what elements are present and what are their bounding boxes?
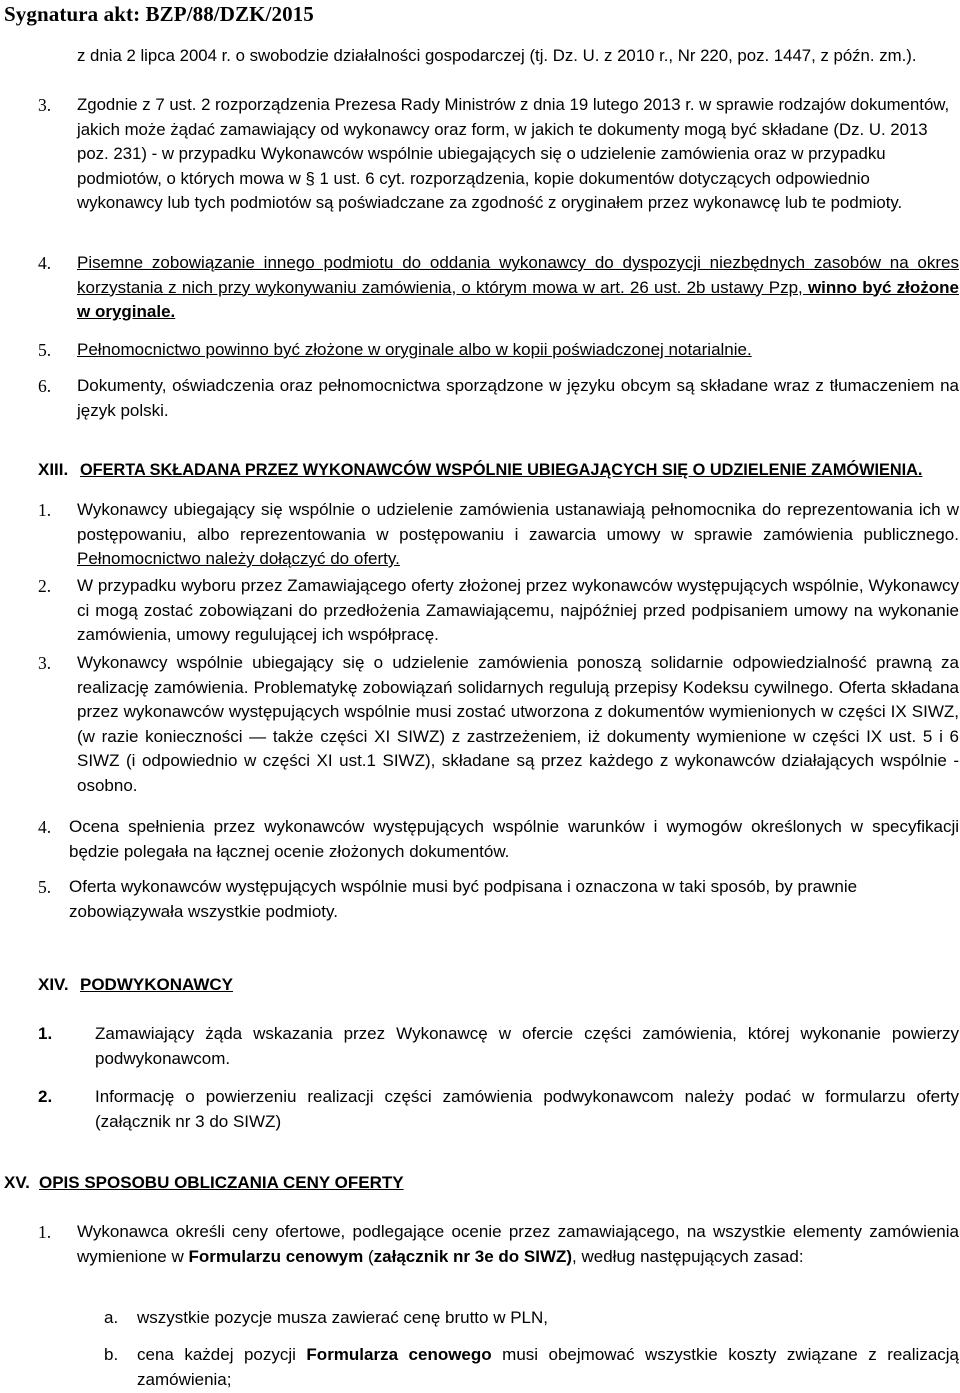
s15-item-1-text-a: Wykonawca określi ceny ofertowe, podlegające ocenie przez zamawiającego, na wszystkie elementy zamówienia wymienione w [77, 1222, 959, 1266]
s15-sub-b-text [137, 1343, 959, 1392]
item-5-text: Pełnomocnictwo powinno być złożone w oryginale albo w kopii poświadczonej notarialnie. [77, 340, 752, 359]
item-4-text [77, 251, 959, 325]
item-4-bold: winno być złożone w oryginale. [77, 277, 960, 321]
s15-sub-b-text-b: musi obejmować wszystkie koszty związane z realizacją zamówienia; [137, 1345, 960, 1389]
section-14-title: PODWYKONAWCY [80, 975, 233, 994]
item-3-text: Zgodnie z 7 ust. 2 rozporządzenia Prezesa Rady Ministrów z dnia 19 lutego 2013 r. w sprawie rodzajów dokumentów, jakich może żądać zamawiający od wykonawcy oraz form, w jakich te dokumenty mogą być składane (Dz. U. 2013 poz. 231) - w przypadku Wykonawców wspólnie ubiegających się o udzielenie zamówienia oraz w przypadku podmiotów, o których mowa w § 1 ust. 6 cyt. rozporządzenia, kopie dokumentów dotyczących odpowiednio wykonawcy lub tych podmiotów są poświadczane za zgodność z oryginałem przez wykonawcę lub te podmioty. [77, 95, 950, 212]
section-14-number: XIV. [38, 975, 69, 994]
s13-item-1-underlined: Pełnomocnictwo należy dołączyć do oferty. [77, 549, 400, 568]
s13-item-5-number: 5. [38, 877, 52, 897]
section-15-number: XV. [4, 1173, 30, 1192]
section-15-title: OPIS SPOSOBU OBLICZANIA CENY OFERTY [39, 1173, 404, 1192]
item-6-number: 6. [38, 376, 52, 396]
s13-item-1-body: Wykonawcy ubiegający się wspólnie o udzielenie zamówienia ustanawiają pełnomocnika do reprezentowania ich w postępowaniu, albo reprezentowania w postępowaniu i zawarcia umowy w sprawie zamówienia publicznego. [77, 500, 959, 544]
s15-item-1-text-b: ( [363, 1246, 374, 1266]
s15-item-1-number: 1. [38, 1222, 52, 1242]
s14-item-1-number: 1. [38, 1024, 53, 1043]
s15-item-1-text-c: , według następujących zasad: [572, 1246, 804, 1266]
s15-sub-b-letter: b. [104, 1345, 119, 1364]
s13-item-4-text: Ocena spełnienia przez wykonawców występujących wspólnie warunków i wymogów określonych w specyfikacji będzie polegała na łącznej ocenie złożonych dokumentów. [69, 817, 959, 861]
item-5-number: 5. [38, 340, 52, 360]
s13-item-1-number: 1. [38, 500, 52, 520]
s13-item-4-number: 4. [38, 817, 52, 837]
s13-item-2-text: W przypadku wyboru przez Zamawiającego oferty złożonej przez wykonawców występujących wspólnie, Wykonawcy ci mogą zostać zobowiązani do przedłożenia Zamawiającemu, najpóźniej przed podpisaniem umowy na wykonanie zamówienia, umowy regulującej ich współpracę. [77, 576, 959, 644]
case-signature: Sygnatura akt: BZP/88/DZK/2015 [4, 2, 314, 26]
s13-item-2-number: 2. [38, 576, 52, 596]
item-6-text: Dokumenty, oświadczenia oraz pełnomocnictwa sporządzone w języku obcym są składane wraz z tłumaczeniem na język polski. [77, 376, 959, 420]
s13-item-5-text: Oferta wykonawców występujących wspólnie musi być podpisana i oznaczona w taki sposób, by prawnie zobowiązywała wszystkie podmioty. [69, 877, 858, 921]
s15-item-1-bold-b: załącznik nr 3e do SIWZ) [373, 1246, 573, 1266]
s15-item-1-text [77, 1220, 959, 1269]
s15-sub-b-text-a: cena każdej pozycji [137, 1345, 307, 1364]
section-13-title: OFERTA SKŁADANA PRZEZ WYKONAWCÓW WSPÓLNIE UBIEGAJĄCYCH SIĘ O UDZIELENIE ZAMÓWIENIA. [80, 461, 923, 479]
s14-item-1-text: Zamawiający żąda wskazania przez Wykonawcę w ofercie części zamówienia, której wykonanie powierzy podwykonawcom. [95, 1024, 959, 1068]
s15-item-1-bold-a: Formularzu cenowym [188, 1246, 364, 1266]
s14-item-2-number: 2. [38, 1087, 53, 1106]
s14-item-2-text: Informację o powierzeniu realizacji części zamówienia podwykonawcom należy podać w formularzu oferty (załącznik nr 3 do SIWZ) [95, 1087, 959, 1131]
item-3-number: 3. [38, 95, 52, 115]
s15-sub-b-bold: Formularza cenowego [306, 1345, 492, 1364]
s13-item-1-text [77, 498, 959, 572]
item-2-continuation: z dnia 2 lipca 2004 r. o swobodzie działalności gospodarczej (tj. Dz. U. z 2010 r., Nr 220, poz. 1447, z późn. zm.). [77, 46, 917, 65]
s15-sub-a-letter: a. [104, 1308, 119, 1327]
s15-sub-a-text: wszystkie pozycje musza zawierać cenę brutto w PLN, [137, 1308, 548, 1327]
item-4-number: 4. [38, 253, 52, 273]
s13-item-3-text: Wykonawcy wspólnie ubiegający się o udzielenie zamówienia ponoszą solidarnie odpowiedzialność prawną za realizację zamówienia. Problematykę zobowiązań solidarnych regulują przepisy Kodeksu cywilnego. Oferta składana przez wykonawców występujących wspólnie musi zostać utworzona z dokumentów wymienionych w części IX SIWZ, (w razie konieczności — także części XI SIWZ) z zastrzeżeniem, iż dokumenty wymienione w części IX ust. 5 i 6 SIWZ (i odpowiednio w części XI ust.1 SIWZ), składane są przez każdego z wykonawców działających wspólnie - osobno. [77, 653, 959, 795]
section-13-number: XIII. [38, 460, 69, 479]
item-4-body: Pisemne zobowiązanie innego podmiotu do oddania wykonawcy do dyspozycji niezbędnych zasobów na okres korzystania z nich przy wykonywaniu zamówienia, o którym mowa w art. 26 ust. 2b ustawy Pzp, [77, 253, 959, 297]
s13-item-3-number: 3. [38, 653, 52, 673]
